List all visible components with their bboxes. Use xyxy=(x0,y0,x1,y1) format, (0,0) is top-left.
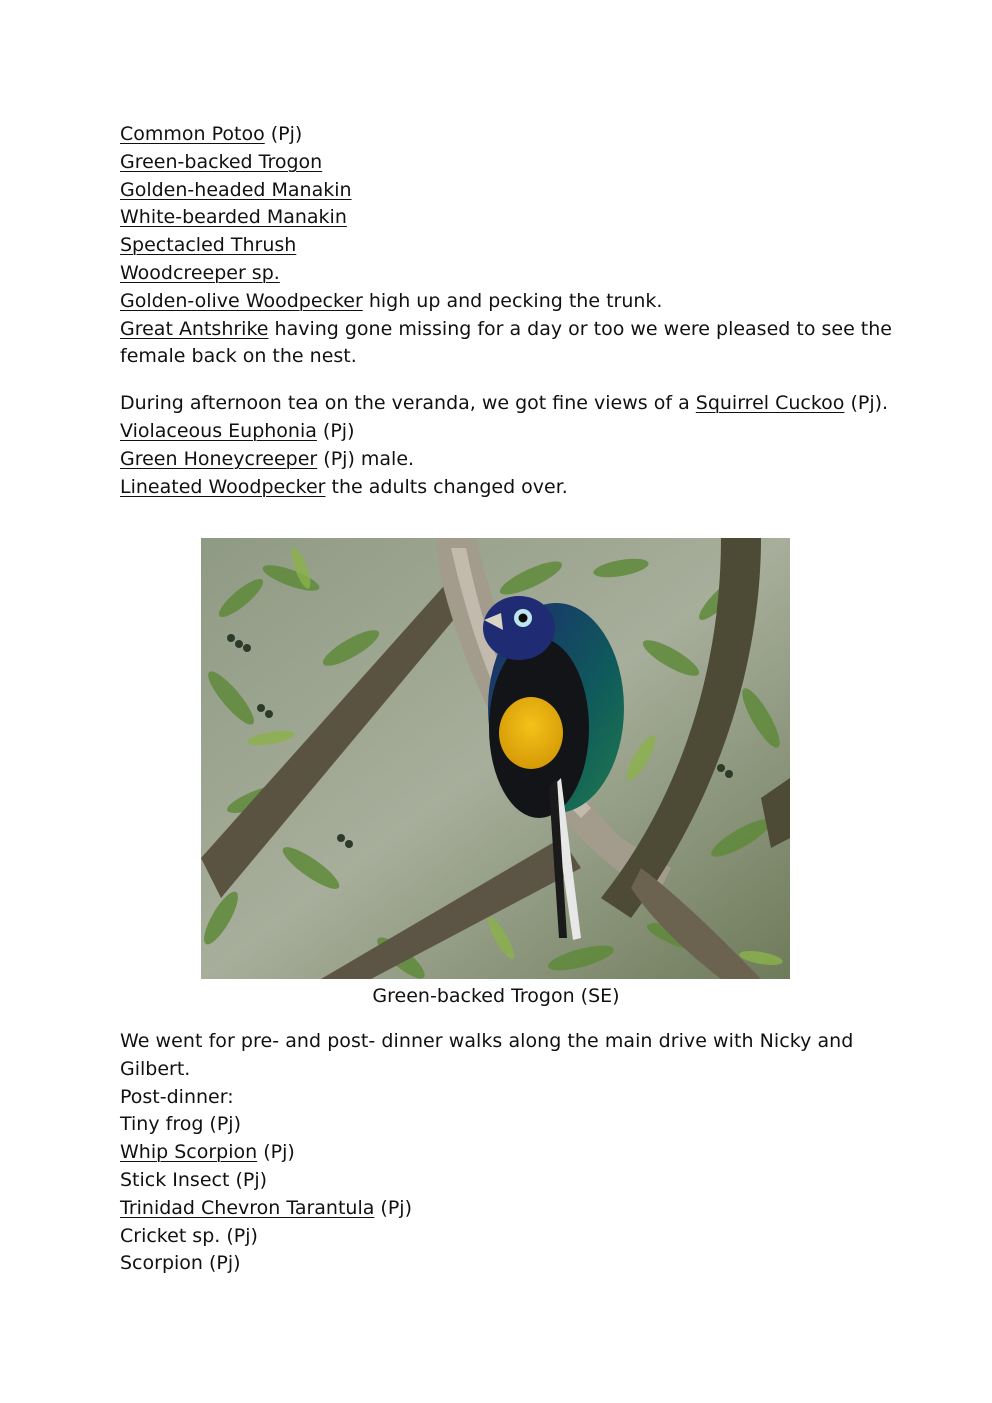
species-note: Cricket sp. (Pj) xyxy=(120,1224,258,1247)
list-item xyxy=(120,149,872,177)
list-item xyxy=(120,1250,872,1278)
species-link[interactable]: Violaceous Euphonia xyxy=(120,419,317,442)
species-note: (Pj) male. xyxy=(317,447,415,470)
species-link[interactable]: Spectacled Thrush xyxy=(120,234,297,257)
species-note: (Pj) xyxy=(257,1141,295,1164)
species-link[interactable]: Woodcreeper sp. xyxy=(120,261,280,284)
list-item xyxy=(120,232,872,260)
section-1 xyxy=(120,121,892,501)
list-item xyxy=(120,1111,872,1139)
species-note-continued: female back on the nest. xyxy=(120,345,357,368)
species-link[interactable]: Whip Scorpion xyxy=(120,1141,258,1164)
paragraph-text: During afternoon tea on the veranda, we got fine views of a xyxy=(120,392,696,415)
section-3 xyxy=(120,1028,872,1278)
list-item xyxy=(120,1167,872,1195)
paragraph-walks: We went for pre- and post- dinner walks along the main drive with Nicky and xyxy=(120,1030,854,1052)
list-item xyxy=(120,1139,872,1167)
species-link[interactable]: Lineated Woodpecker xyxy=(120,475,326,498)
species-link[interactable]: Great Antshrike xyxy=(120,317,269,340)
species-note: (Pj) xyxy=(316,419,355,442)
trogon-photo xyxy=(201,538,790,979)
list-item xyxy=(120,260,872,288)
species-note: Scorpion (Pj) xyxy=(120,1252,241,1275)
species-link[interactable]: Golden-headed Manakin xyxy=(120,178,352,201)
species-note: having gone missing for a day or too we were pleased to see the xyxy=(268,317,892,340)
list-item xyxy=(120,1223,872,1251)
species-note: Tiny frog (Pj) xyxy=(120,1113,241,1136)
species-link[interactable]: White-bearded Manakin xyxy=(120,206,347,229)
list-item xyxy=(120,288,872,316)
list-item xyxy=(120,418,872,446)
species-note: the adults changed over. xyxy=(325,475,568,498)
species-note: (Pj) xyxy=(374,1196,412,1219)
figure-caption: Green-backed Trogon (SE) xyxy=(372,985,620,1007)
list-item xyxy=(120,177,872,205)
species-link[interactable]: Green Honeycreeper xyxy=(120,447,318,470)
list-item xyxy=(120,1195,872,1223)
species-note: Stick Insect (Pj) xyxy=(120,1168,268,1191)
list-item xyxy=(120,204,872,232)
species-link[interactable]: Green-backed Trogon xyxy=(120,150,323,173)
species-note: high up and pecking the trunk. xyxy=(362,289,663,312)
species-note: (Pj). xyxy=(844,392,889,415)
species-link[interactable]: Golden-olive Woodpecker xyxy=(120,289,363,312)
species-link[interactable]: Squirrel Cuckoo xyxy=(695,392,845,415)
post-dinner-label: Post-dinner: xyxy=(120,1085,234,1108)
list-item xyxy=(120,121,872,149)
list-item xyxy=(120,316,892,344)
species-link[interactable]: Common Potoo xyxy=(120,123,265,145)
species-note: (Pj) xyxy=(264,123,303,145)
list-item xyxy=(120,474,872,502)
paragraph-walks-continued: Gilbert. xyxy=(120,1057,191,1080)
species-link[interactable]: Trinidad Chevron Tarantula xyxy=(120,1196,375,1219)
list-item xyxy=(120,446,872,474)
paragraph-afternoon-tea xyxy=(120,390,889,418)
